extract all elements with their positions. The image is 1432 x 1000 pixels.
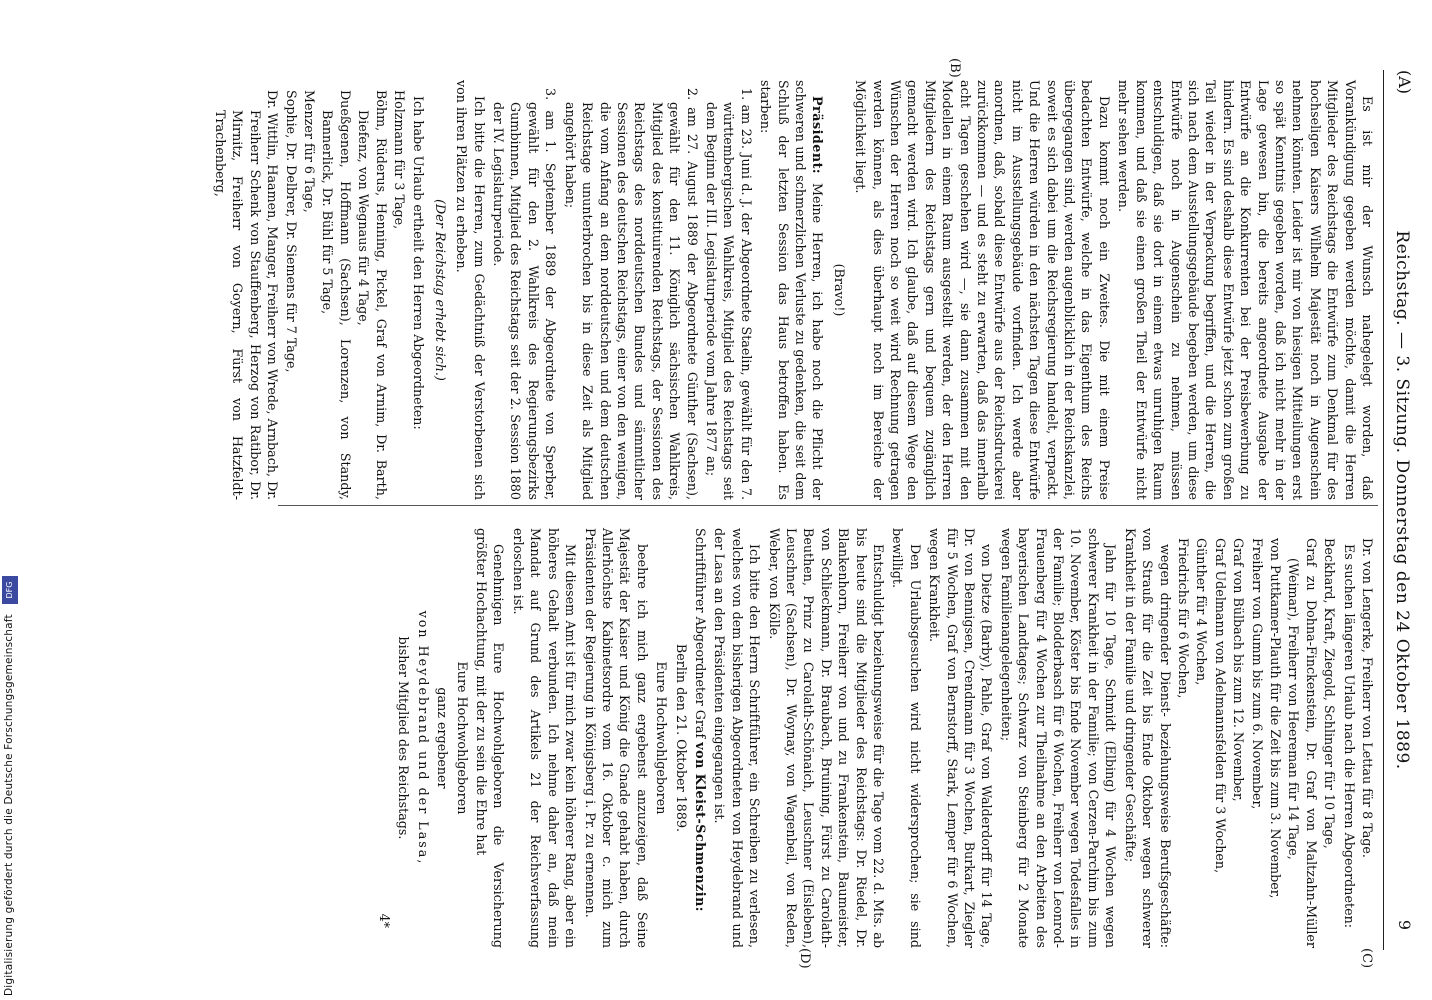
right-column <box>374 528 1376 948</box>
speaker-label: Präsident: <box>810 96 826 175</box>
letter-paragraph: beehre ich mich ganz ergebenst anzuzeigen, daß Seine Majestät der Kaiser und König die Gnade gehabt haben, durch Allerhöchste Kabinetsordre vom 16. Oktober c. mich zum Präsidenten der Regierung in Königsberg i. Pr. zu ernennen. <box>582 528 650 948</box>
letter-closing: ganz ergebener <box>435 687 451 789</box>
footer-strip <box>2 576 18 996</box>
section-marker-b: (B) <box>947 58 962 78</box>
paragraph: Den Urlaubsgesuchen wird nicht widersprochen; sie sind bewilligt. <box>890 528 923 948</box>
list-item: 1. am 23. Juni d. J. der Abgeordnete Staelin, gewählt für den 7. württembergischen Wahlkreis, Mitglied des Reichstags seit dem Beginn der III. Legislaturperiode vom Jahre 1877 an; <box>703 88 754 500</box>
list-item: Menzer für 6 Tage, <box>302 90 318 213</box>
letter-paragraph: Mit diesem Amt ist für mich zwar kein höherer Rang, aber ein höheres Gehalt verbunden. Ich nehme daher an, daß mein Mandat auf Grund des Artikels 21 der Reichsverfassung erloschen ist. <box>510 528 579 948</box>
bravo-remark: (Bravo!) <box>831 263 847 317</box>
letter-salutation: Eure Hochwohlgeboren <box>654 661 670 815</box>
paragraph: Entschuldigt beziehungsweise für die Tage vom 22. d. Mts. ab bis heute sind die Mitglieder des Reichstags: Dr. Riedel, Dr. Blankenhorn, Freiherr von und zu Frankenstein, Baumeister, von Schlieckmann, Dr. Braubach, Bruining, Fürst zu Carolath-Beuthen, Prinz zu Carolath-Schönaich, Leuschner (Eisleben), Leuschner (Sachsen), Dr. Woynay, von Wagenbeil, von Reden, Weber, von Kölle. <box>766 528 887 948</box>
president-paragraph <box>757 80 827 500</box>
list-item: Graf von Bülbach bis zum 12. November, <box>1231 538 1247 802</box>
left-column <box>211 80 1376 500</box>
list-item: 2. am 27. August 1889 der Abgeordnete Günther (Sachsen), gewählt für den 11. Königlich sächsischen Wahlkreis, Mitglied des konstituirenden Reichstags, der Sessionen des Reichstags des norddeutschen Bundes und sämmtlicher Sessionen des deutschen Reichstags, einer von den wenigen, die vom Anfang an dem norddeutschen und dem deutschen Reichstage ununterbrochen bis in diese Zeit als Mitglied angehört haben; <box>562 88 700 500</box>
letter-closing: Eure Hochwohlgeboren <box>454 661 470 815</box>
page-number: 9 <box>1395 919 1414 930</box>
list-item: Holzmann für 3 Tage, <box>392 90 408 230</box>
letter-signature-title: bisher Mitglied des Reichstags. <box>396 636 412 840</box>
paragraph: wegen dringender Dienst- beziehungsweise Berufsgeschäfte: von Strauß für die Zeit bis Ende Oktober wegen schwerer Krankheit in der Familie und dringender Geschäfte; <box>1122 528 1173 948</box>
list-item: Günther für 4 Wochen, <box>1194 538 1210 686</box>
page-title: Reichstag. — 3. Sitzung. Donnerstag den 24 Oktober 1889. <box>1392 230 1412 770</box>
paragraph: Ich bitte die Herren, zum Gedächtniß der Verstorbenen sich von ihren Plätzen zu erheben. <box>454 80 487 500</box>
letter-place-date: Berlin den 21. Oktober 1889. <box>673 643 689 833</box>
list-item: Böhm, Rüderus, Henning, Pickel, Graf von Arnim, Dr. Barth, Diefenz, von Wegnaus für 4 Tage, <box>356 90 389 500</box>
digitization-credit: Digitalisierung gefördert durch die Deutsche Forschungsgemeinschaft <box>3 614 15 996</box>
list-item: Graf Udelmann von Adelmannsfelden für 3 Wochen, <box>1212 538 1228 874</box>
list-item: Dueßgenen, Hoffmann (Sachsen), Lorenzen, von Standy, Bannerlick, Dr. Bühl für 5 Tage, <box>320 90 353 500</box>
paragraph: Es ist mir der Wunsch nahegelegt worden, daß Vorankündigung gegeben werden möchte, damit die Herren Mitglieder des Reichstags die Entwürfe zum Denkmal für des hochseligen Kaisers Wilhelm Majestät noch in Augenschein nehmen könnten. Leider ist mir von hiesigen Mitteilungen erst so spät Kenntnis gegeben worden, daß ich nicht mehr in der Lage gewesen bin, die bereits angeordnete Ausgabe der Entwürfe an die Konkurrenten bei der Preisbewerbung zu hindern. Es sind deshalb diese Entwürfe jetzt schon zum großen Teil wieder in der Verpackung begriffen, und die Herren, die sich nach dem Ausstellungsgebäude begeben werden, um diese Entwürfe noch in Augenschein zu nehmen, müssen entschuldigen, daß sie dort in einem etwas unruhigen Raum kommen, und daß sie einen großen Theil der Entwürfe nicht mehr sehen werden. <box>1116 80 1375 500</box>
paragraph: Ich habe Urlaub ertheilt den Herren Abgeordneten: <box>411 96 427 430</box>
remark: (Der Reichstag erhebt sich.) <box>432 199 448 381</box>
list-item: Graf zu Dohna-Finckenstein, Dr. Graf von Maltzahn-Müller (Weimar), Freiherr von Heereman für 14 Tage, <box>1286 538 1319 948</box>
page-header <box>1388 70 1420 930</box>
section-marker-d: (D) <box>797 948 812 969</box>
header-rule <box>1383 70 1384 950</box>
list-item: Dr. von Lengerke, Freiherr von Lettau für 8 Tage. <box>1360 538 1375 858</box>
list-item: von Puttkamer-Plauth für die Zeit bis zum 3. November, <box>1267 538 1283 899</box>
list-item: Beckhard, Kraft, Ziegold, Schlinger für 10 Tage, <box>1322 538 1338 849</box>
paragraph: Es suchen längeren Urlaub nach die Herren Abgeordneten: <box>1341 544 1357 929</box>
list-item: Dr. Wittlin, Haamen, Manger, Freiherr von Wrede, Arnbach, Dr. Freiherr Schenk von Stauffenberg, Herzog von Ratibor, Dr. Mirnitz, Freiherr von Goyern, Fürst von Hatzfeldt-Trachenberg, <box>213 90 281 500</box>
letter-heading-name: von Kleist-Schmenzin: <box>692 742 708 912</box>
list-item: Freiherr von Gumm bis zum 6. November, <box>1249 538 1265 810</box>
list-item: 3. am 1. September 1889 der Abgeordnete von Sperber, gewählt für den 2. Wahlkreis des Regierungsbezirks Gumbinnen, Mitglied des Reichstags seit der 2. Session 1880 der IV. Legislaturperiode. <box>491 88 559 500</box>
section-marker-a: (A) <box>1395 70 1414 95</box>
letter-paragraph: Genehmigen Eure Hochwohlgeboren die Versicherung größter Hochachtung, mit der zu sein die Ehre hat <box>474 528 507 948</box>
speaker-text: Meine Herren, ich habe noch die Pflicht der schweren und schmerzlichen Verluste zu gedenken, die seit dem Schluß der letzten Session das Haus betroffen haben. Es starben: <box>758 80 826 500</box>
letter-signature: von Heydebrand und der Lasa, <box>415 610 431 866</box>
column-divider <box>278 505 1378 506</box>
paragraph: Dazu kommt noch ein Zweites. Die mit einem Preise bedachten Entwürfe, welche in das Eigenthum des Reichs übergegangen sind, werden augenblicklich in der Reichskanzlei, soweit es sich dabei um die Reichsregierung handelt, verpackt. Und die Herren würden in den nächsten Tagen diese Entwürfe nicht im Ausstellungsgebäude vorfinden. Ich werde aber anordnen, daß, sobald diese Entwürfe aus der Reichsdruckerei zurückkommen — und es steht zu erwarten, daß das innerhalb acht Tagen geschehen wird —, sie dann zusammen mit den Modellen in einem Raum ausgestellt werden, der den Herren Mitgliedern des Reichstags gern und bequem zugänglich gemacht werden wird. Ich glaube, daß auf diesem Wege den Wünschen der Herren noch so weit wird Rechnung getragen werden können, als dies überhaupt noch im Bereiche der Möglichkeit liegt. <box>853 80 1112 500</box>
dfg-logo: DFG <box>2 576 18 604</box>
paragraph: von Dietze (Barby), Pahle, Graf von Walderdorff für 14 Tage, Dr. von Bennigsen, Crendmann für 3 Wochen, Burkart, Ziegler für 5 Wochen, Graf von Bernstorff, Stark, Lemper für 6 Wochen, wegen Krankheit. <box>927 528 995 948</box>
paragraph: Ich bitte den Herrn Schriftführer, ein Schreiben zu verlesen, welches von dem bisherigen Abgeordneten von Heydebrand und der Lasa an den Präsidenten eingegangen ist. <box>712 528 763 948</box>
letter-heading <box>692 528 709 948</box>
section-marker-c: (C) <box>1359 948 1374 969</box>
letter-heading-text: Schriftführer Abgeordneter Graf <box>692 528 708 739</box>
list-item: Friedrichs für 6 Wochen, <box>1175 538 1191 699</box>
paragraph: Jahn für 10 Tage, Schmidt (Elbing) für 4 Wochen wegen schwerer Krankheit in der Familie; von Cerzen-Parchim bis zum 10. November, Köster bis Ende November wegen Todesfalles in der Familie; Blodderbasch für 6 Wochen, Freiherr von Leonrod-Frauenberg für 4 Wochen zur Theilnahme an den Arbeiten des bayerischen Landtages; Schwarz von Steinberg für 2 Monate wegen Familienangelegenheiten; <box>998 528 1119 948</box>
list-item: Sophie, Dr. Delbrer, Dr. Siemens für 7 Tage, <box>283 90 299 373</box>
sheet-mark: 4* <box>377 913 393 928</box>
